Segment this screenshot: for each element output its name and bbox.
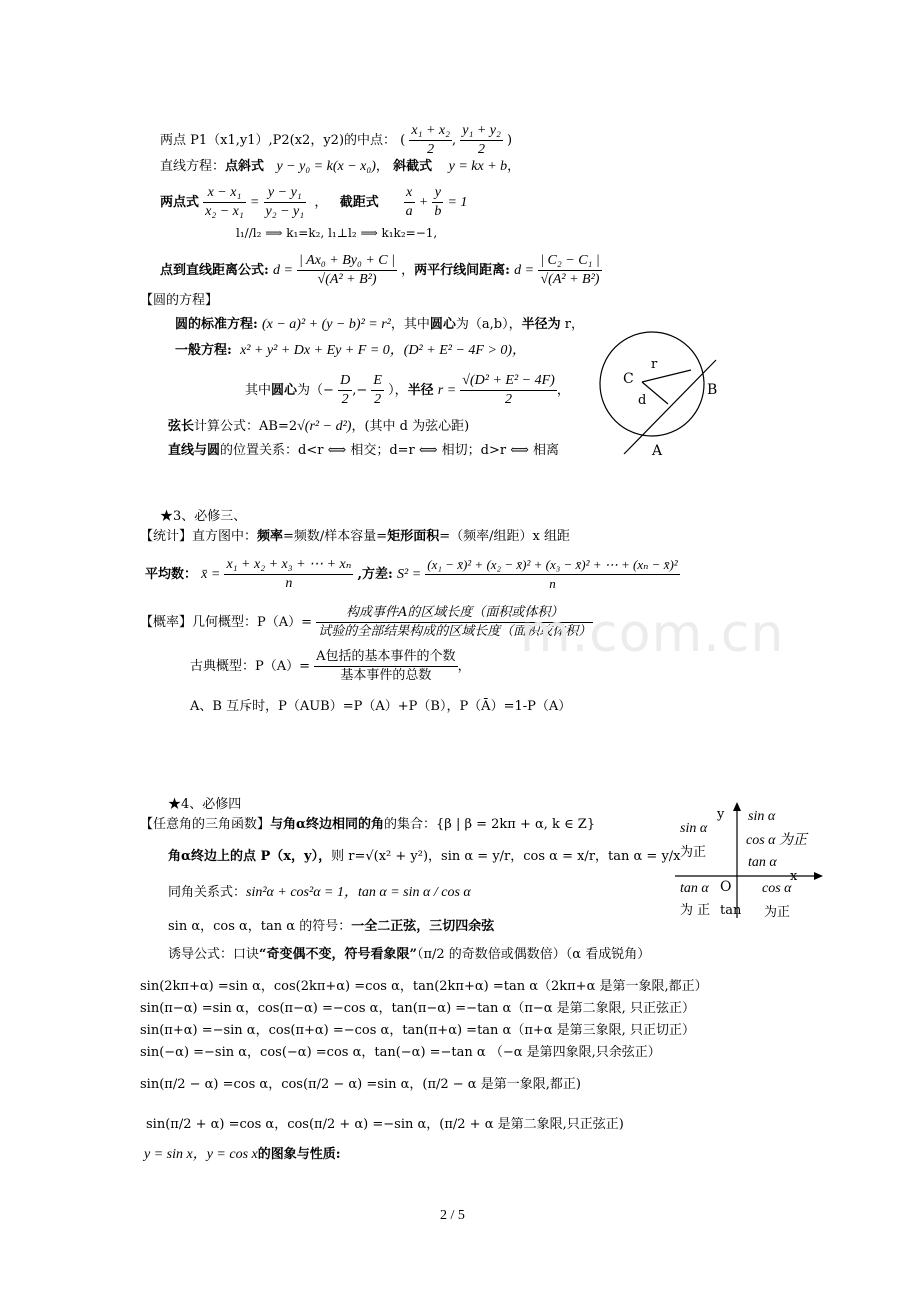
mean-variance-row: 平均数： x̄ = $\frac{\text{x₁ + x₂ + x₃ + ⋯ + xₙ}}{n}$ ,方差: S² = $\frac{\text{(x₁ − x̄)² + (x₂ − x̄)² + (x₃ − x̄)² + ⋯ + (xₙ − x̄)²}}{n}$ xyxy=(145,557,678,591)
page-number: 2 / 5 xyxy=(440,1208,465,1223)
q3-positive: 为 正 xyxy=(680,903,711,918)
midpoint-label: 两点 P1（x1,y1）,P2(x2，y2)的中点： xyxy=(160,133,397,148)
midpoint-x-fraction: $\frac{\text{x₁ + x₂}}{2}$ xyxy=(411,123,450,157)
statistics-row: 【统计】直方图中：频率=频数/样本容量=矩形面积=（频率/组距）x 组距 xyxy=(140,529,570,544)
formula-line-3: sin(π+α) =−sin α，cos(π+α) =−cos α，tan(π+α) =tan α（π+α 是第三象限, 只正切正） xyxy=(140,1023,695,1038)
terminal-point-row: 角α终边上的点 P（x，y），则 r=√(x² + y²)，sin α = y/r，cos α = x/r，tan α = y/x xyxy=(168,849,681,864)
q1-sin: sin α xyxy=(748,809,776,824)
graph-properties-row: y = sin x，y = cos x的图象与性质: xyxy=(144,1147,341,1162)
formula-line-1: sin(2kπ+α) =sin α，cos(2kπ+α) =cos α，tan(2kπ+α) =tan α（2kπ+α 是第一象限,都正） xyxy=(140,979,708,994)
line-circle-relation-row: 直线与圆的位置关系：d<r ⟺ 相交；d=r ⟺ 相切；d>r ⟺ 相离 xyxy=(168,443,560,458)
midpoint-y-fraction: $\frac{\text{y₁ + y₂}}{2}$ xyxy=(462,123,501,157)
formula-line-5: sin(π/2 − α) =cos α，cos(π/2 − α) =sin α，(π/2 − α 是第一象限,都正) xyxy=(140,1077,581,1092)
distance-row: 点到直线距离公式: d = $\frac{\text{| Ax₀ + By₀ + C |}}{\text{√(A² + B²)}}$ ，两平行线间距离: d = $\frac{\text{| C₂ − C₁ |}}{\text{√(A² + B²)}}$ xyxy=(160,253,600,287)
q4-positive: 为正 xyxy=(764,905,791,920)
parallel-perpendicular: l₁//l₂ ⟹ k₁=k₂, l₁⊥l₂ ⟹ k₁k₂=−1, xyxy=(236,226,438,240)
two-point-row: 两点式 $\frac{\text{x − x₁}}{\text{x₂ − x₁}}$ = $\frac{\text{y − y₁}}{\text{y₂ − y₁}}$ ， 截距式 $\frac{x}{a}$ + $\frac{y}{b}$ = 1 xyxy=(160,185,468,219)
circle-radius-label: r xyxy=(651,357,658,372)
q2-positive: 为正 xyxy=(680,845,707,860)
circle-center-label: C xyxy=(623,371,634,387)
q3-tan-fragment: tan xyxy=(720,903,742,918)
same-angle-relation-row: 同角关系式：sin²α + cos²α = 1，tan α = sin α / cos α xyxy=(168,885,471,900)
formula-line-2: sin(π−α) =sin α，cos(π−α) =−cos α，tan(π−α) =−tan α（π−α 是第二象限, 只正弦正） xyxy=(140,1001,695,1016)
induction-formula-row: 诱导公式：口诀“奇变偶不变，符号看象限”（π/2 的奇数倍或偶数倍）（α 看成锐角） xyxy=(168,947,651,962)
circle-general-row: 一般方程: x² + y² + Dx + Ey + F = 0，(D² + E² − 4F > 0)， xyxy=(175,343,527,358)
q3-tan: tan α xyxy=(680,881,709,896)
q2-sin: sin α xyxy=(680,821,708,836)
point-slope-formula: y − y₀ = k(x − x₀) xyxy=(276,159,376,174)
formula-line-6: sin(π/2 + α) =cos α，cos(π/2 + α) =−sin α，(π/2 + α 是第二象限,只正弦正) xyxy=(146,1117,624,1132)
midpoint-line: 两点 P1（x1,y1）,P2(x2，y2)的中点： ( $\frac{\text{x₁ + x₂}}{2}$ , $\frac{\text{y₁ + y₂}}{2}$ ) xyxy=(160,123,513,157)
section-4-heading: ★4、必修四 xyxy=(168,797,242,812)
coterminal-angle-row: 【任意角的三角函数】与角α终边相同的角的集合：{β | β = 2kπ + α, k ∈ Z} xyxy=(140,817,596,832)
classical-probability-row: 古典概型：P（A）= $\frac{\text{A包括的基本事件的个数}}{\text{基本事件的总数}}$ ， xyxy=(190,649,471,683)
circle-standard-row: 圆的标准方程: (x − a)² + (y − b)² = r²，其中圆心为（a,b），半径为 r， xyxy=(175,317,584,332)
mutually-exclusive-row: A、B 互斥时，P（AUB）=P（A）+P（B），P（Ā）=1-P（A） xyxy=(190,699,572,714)
circle-general-center-row: 其中圆心为（− $\frac{D}{2}$ ,− $\frac{E}{2}$ ），半径 r = $\frac{\text{√(D² + E² − 4F)}}{2}$ ， xyxy=(245,373,570,407)
section-3-heading: ★3、必修三、 xyxy=(160,509,247,524)
q1-tan: tan α xyxy=(748,855,777,870)
x-axis-label: x xyxy=(790,869,798,884)
origin-label: O xyxy=(720,879,732,895)
circle-distance-label: d xyxy=(638,393,647,408)
circle-heading: 【圆的方程】 xyxy=(140,293,219,308)
slope-intercept-formula: y = kx + b xyxy=(448,159,508,174)
formula-line-4: sin(−α) =−sin α，cos(−α) =cos α，tan(−α) =−tan α （−α 是第四象限,只余弦正） xyxy=(140,1045,661,1060)
circle-point-a: A xyxy=(652,443,663,459)
geometric-probability-row: 【概率】几何概型：P（A）= $\frac{\text{构成事件A的区域长度（面积或体积）}}{\text{试验的全部结果构成的区域长度（面积或体积）}}$ xyxy=(140,605,592,639)
q1-cos: cos α 为正 xyxy=(746,833,808,848)
watermark: m.com.cn xyxy=(520,604,785,664)
chord-length-row: 弦长计算公式：AB=2√(r² − d²)，(其中 d 为弦心距) xyxy=(168,419,470,434)
circle-point-b: B xyxy=(707,382,718,398)
y-axis-label: y xyxy=(717,807,725,822)
line-equation-row: 直线方程：点斜式 y − y₀ = k(x − x₀)， 斜截式 y = kx + b， xyxy=(160,159,521,174)
sign-rule-row: sin α，cos α，tan α 的符号：一全二正弦，三切四余弦 xyxy=(168,919,495,934)
q4-cos: cos α xyxy=(762,881,792,896)
